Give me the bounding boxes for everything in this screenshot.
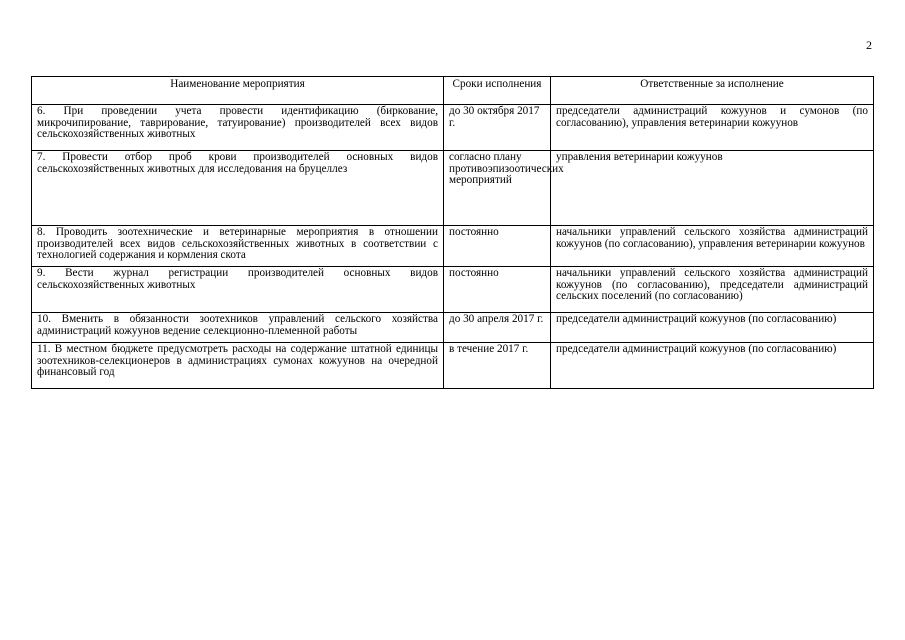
row-measure: 8. Проводить зоотехнические и ветеринарные мероприятия в отношении производителей всех видов сельскохозяйственных животных в соответствии с технологией содержания и кормления скота bbox=[32, 226, 444, 267]
row-measure: 7. Провести отбор проб крови производителей основных видов сельскохозяйственных животных для исследования на бруцеллез bbox=[32, 151, 444, 226]
row-terms: согласно плану противоэпизоотических мероприятий bbox=[444, 151, 551, 226]
row-responsible: начальники управлений сельского хозяйства администраций кожуунов (по согласованию), председатели администраций сельских поселений (по согласованию) bbox=[551, 267, 874, 313]
row-measure: 9. Вести журнал регистрации производителей основных видов сельскохозяйственных животных bbox=[32, 267, 444, 313]
table-header-row bbox=[32, 77, 874, 105]
row-responsible: председатели администраций кожуунов и сумонов (по согласованию), управления ветеринарии кожуунов bbox=[551, 105, 874, 151]
row-terms: постоянно bbox=[444, 267, 551, 313]
table-row bbox=[32, 313, 874, 343]
table-row bbox=[32, 267, 874, 313]
row-terms: до 30 апреля 2017 г. bbox=[444, 313, 551, 343]
row-responsible: начальники управлений сельского хозяйства администраций кожуунов (по согласованию), управления ветеринарии кожуунов bbox=[551, 226, 874, 267]
table-row bbox=[32, 151, 874, 226]
row-responsible: председатели администраций кожуунов (по согласованию) bbox=[551, 313, 874, 343]
table-row bbox=[32, 343, 874, 389]
measures-table bbox=[31, 76, 874, 389]
row-terms: постоянно bbox=[444, 226, 551, 267]
header-terms: Сроки исполнения bbox=[444, 77, 551, 105]
row-terms: до 30 октября 2017 г. bbox=[444, 105, 551, 151]
row-responsible: управления ветеринарии кожуунов bbox=[551, 151, 874, 226]
row-measure: 11. В местном бюджете предусмотреть расходы на содержание штатной единицы зоотехников-селекционеров в администрациях сумонах кожуунов на очередной финансовый год bbox=[32, 343, 444, 389]
table-row bbox=[32, 226, 874, 267]
header-measure: Наименование мероприятия bbox=[32, 77, 444, 105]
row-measure: 6. При проведении учета провести идентификацию (биркование, микрочипирование, таврирование, татуирование) производителей всех видов сельскохозяйственных животных bbox=[32, 105, 444, 151]
table-row bbox=[32, 105, 874, 151]
header-responsible: Ответственные за исполнение bbox=[551, 77, 874, 105]
row-measure: 10. Вменить в обязанности зоотехников управлений сельского хозяйства администраций кожуунов ведение селекционно-племенной работы bbox=[32, 313, 444, 343]
page-number: 2 bbox=[866, 38, 872, 52]
row-terms: в течение 2017 г. bbox=[444, 343, 551, 389]
row-responsible: председатели администраций кожуунов (по согласованию) bbox=[551, 343, 874, 389]
